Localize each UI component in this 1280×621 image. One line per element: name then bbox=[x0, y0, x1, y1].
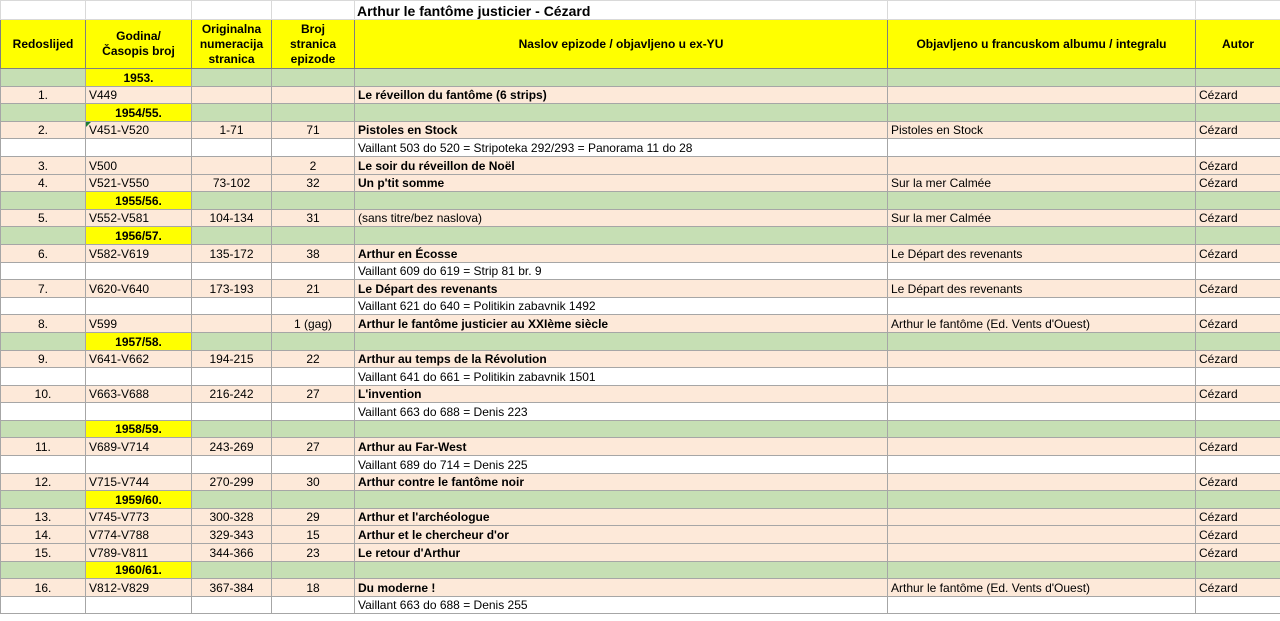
publication-note[interactable]: Vaillant 689 do 714 = Denis 225 bbox=[355, 456, 888, 474]
cell-empty[interactable] bbox=[355, 420, 888, 438]
publication-note[interactable]: Vaillant 663 do 688 = Denis 223 bbox=[355, 403, 888, 421]
author[interactable]: Cézard bbox=[1196, 526, 1280, 544]
issue-range[interactable]: V774-V788 bbox=[86, 526, 192, 544]
episode-title[interactable]: Le réveillon du fantôme (6 strips) bbox=[355, 86, 888, 104]
cell-empty[interactable] bbox=[1196, 227, 1280, 245]
author[interactable]: Cézard bbox=[1196, 174, 1280, 192]
cell-empty[interactable] bbox=[192, 297, 272, 315]
cell-empty[interactable] bbox=[192, 332, 272, 350]
cell-empty[interactable] bbox=[192, 139, 272, 157]
page-count[interactable]: 71 bbox=[272, 121, 355, 139]
publication-note[interactable]: Vaillant 663 do 688 = Denis 255 bbox=[355, 596, 888, 614]
publication-note-row bbox=[1, 456, 1280, 474]
page-count[interactable]: 22 bbox=[272, 350, 355, 368]
original-pages[interactable] bbox=[192, 315, 272, 333]
cell-empty[interactable] bbox=[1, 297, 86, 315]
issue-range[interactable]: V582-V619 bbox=[86, 244, 192, 262]
original-pages[interactable]: 104-134 bbox=[192, 209, 272, 227]
year-row bbox=[1, 491, 1280, 509]
author[interactable]: Cézard bbox=[1196, 508, 1280, 526]
cell-empty[interactable] bbox=[1, 139, 86, 157]
cell-empty[interactable] bbox=[355, 192, 888, 210]
original-pages[interactable] bbox=[192, 156, 272, 174]
cell-empty[interactable] bbox=[888, 104, 1196, 122]
author[interactable]: Cézard bbox=[1196, 579, 1280, 597]
cell-empty[interactable] bbox=[192, 368, 272, 386]
original-pages[interactable]: 300-328 bbox=[192, 508, 272, 526]
cell-empty[interactable] bbox=[86, 403, 192, 421]
sheet-title[interactable]: Arthur le fantôme justicier - Cézard bbox=[355, 1, 888, 20]
cell-empty[interactable] bbox=[888, 192, 1196, 210]
album-title[interactable]: Le Départ des revenants bbox=[888, 280, 1196, 298]
episode-number[interactable]: 15. bbox=[1, 544, 86, 562]
page-count[interactable]: 2 bbox=[272, 156, 355, 174]
header-godina[interactable]: Godina/ Časopis broj bbox=[86, 20, 192, 69]
cell-empty[interactable] bbox=[272, 262, 355, 280]
cell-empty[interactable] bbox=[272, 561, 355, 579]
episode-row bbox=[1, 121, 1280, 139]
episode-row bbox=[1, 438, 1280, 456]
episode-title[interactable]: Arthur et le chercheur d'or bbox=[355, 526, 888, 544]
cell-empty[interactable] bbox=[888, 456, 1196, 474]
author[interactable]: Cézard bbox=[1196, 385, 1280, 403]
header-naslov[interactable]: Naslov epizode / objavljeno u ex-YU bbox=[355, 20, 888, 69]
cell-empty[interactable] bbox=[355, 104, 888, 122]
original-pages[interactable]: 194-215 bbox=[192, 350, 272, 368]
album-title[interactable]: Le Départ des revenants bbox=[888, 244, 1196, 262]
episode-row bbox=[1, 156, 1280, 174]
cell-empty[interactable] bbox=[1196, 561, 1280, 579]
cell-empty[interactable] bbox=[1196, 596, 1280, 614]
cell-empty[interactable] bbox=[272, 69, 355, 87]
album-title[interactable] bbox=[888, 438, 1196, 456]
episode-title[interactable]: Pistoles en Stock bbox=[355, 121, 888, 139]
album-title[interactable] bbox=[888, 156, 1196, 174]
episode-title[interactable]: Un p'tit somme bbox=[355, 174, 888, 192]
cell-empty[interactable] bbox=[1, 332, 86, 350]
publication-note[interactable]: Vaillant 641 do 661 = Politikin zabavnik 1501 bbox=[355, 368, 888, 386]
cell-empty[interactable] bbox=[272, 420, 355, 438]
cell-empty[interactable] bbox=[1196, 368, 1280, 386]
cell-empty[interactable] bbox=[272, 596, 355, 614]
cell-empty[interactable] bbox=[888, 139, 1196, 157]
cell-empty[interactable] bbox=[1, 420, 86, 438]
cell-empty[interactable] bbox=[86, 297, 192, 315]
issue-range[interactable]: V451-V520 bbox=[86, 121, 192, 139]
cell-empty[interactable] bbox=[1196, 297, 1280, 315]
cell-empty[interactable] bbox=[1, 368, 86, 386]
original-pages[interactable]: 135-172 bbox=[192, 244, 272, 262]
publication-note-row bbox=[1, 262, 1280, 280]
episode-number[interactable]: 5. bbox=[1, 209, 86, 227]
cell-empty[interactable] bbox=[86, 368, 192, 386]
cell-empty[interactable] bbox=[888, 69, 1196, 87]
episode-title[interactable]: Le Départ des revenants bbox=[355, 280, 888, 298]
episode-number[interactable]: 10. bbox=[1, 385, 86, 403]
original-pages[interactable]: 367-384 bbox=[192, 579, 272, 597]
cell-empty[interactable] bbox=[192, 420, 272, 438]
cell-empty[interactable] bbox=[1196, 139, 1280, 157]
album-title[interactable] bbox=[888, 526, 1196, 544]
issue-range[interactable]: V521-V550 bbox=[86, 174, 192, 192]
issue-range[interactable]: V715-V744 bbox=[86, 473, 192, 491]
author[interactable]: Cézard bbox=[1196, 121, 1280, 139]
page-count[interactable]: 27 bbox=[272, 385, 355, 403]
original-pages[interactable]: 243-269 bbox=[192, 438, 272, 456]
album-title[interactable]: Sur la mer Calmée bbox=[888, 174, 1196, 192]
episode-number[interactable]: 16. bbox=[1, 579, 86, 597]
cell-empty[interactable] bbox=[888, 403, 1196, 421]
page-count[interactable]: 15 bbox=[272, 526, 355, 544]
album-title[interactable]: Arthur le fantôme (Ed. Vents d'Ouest) bbox=[888, 315, 1196, 333]
episode-title[interactable]: L'invention bbox=[355, 385, 888, 403]
original-pages[interactable]: 1-71 bbox=[192, 121, 272, 139]
page-count[interactable]: 1 (gag) bbox=[272, 315, 355, 333]
cell-empty[interactable] bbox=[192, 192, 272, 210]
issue-range[interactable]: V620-V640 bbox=[86, 280, 192, 298]
cell-empty[interactable] bbox=[1196, 403, 1280, 421]
episode-number[interactable]: 8. bbox=[1, 315, 86, 333]
cell-empty[interactable] bbox=[272, 139, 355, 157]
cell-empty[interactable] bbox=[272, 104, 355, 122]
cell-empty[interactable] bbox=[86, 596, 192, 614]
page-count[interactable]: 27 bbox=[272, 438, 355, 456]
album-title[interactable]: Arthur le fantôme (Ed. Vents d'Ouest) bbox=[888, 579, 1196, 597]
album-title[interactable] bbox=[888, 544, 1196, 562]
year-label[interactable]: 1955/56. bbox=[86, 192, 192, 210]
original-pages[interactable]: 270-299 bbox=[192, 473, 272, 491]
album-title[interactable] bbox=[888, 473, 1196, 491]
issue-range[interactable]: V789-V811 bbox=[86, 544, 192, 562]
cell-empty[interactable] bbox=[888, 491, 1196, 509]
author[interactable]: Cézard bbox=[1196, 350, 1280, 368]
year-row bbox=[1, 69, 1280, 87]
cell-empty[interactable] bbox=[888, 262, 1196, 280]
header-numeracija[interactable]: Originalna numeracija stranica bbox=[192, 20, 272, 69]
publication-note[interactable]: Vaillant 503 do 520 = Stripoteka 292/293 = Panorama 11 do 28 bbox=[355, 139, 888, 157]
cell-empty[interactable] bbox=[86, 262, 192, 280]
episode-number[interactable]: 4. bbox=[1, 174, 86, 192]
cell-empty[interactable] bbox=[192, 69, 272, 87]
year-row bbox=[1, 104, 1280, 122]
original-pages[interactable]: 329-343 bbox=[192, 526, 272, 544]
episode-number[interactable]: 7. bbox=[1, 280, 86, 298]
cell-empty[interactable] bbox=[888, 332, 1196, 350]
episode-number[interactable]: 3. bbox=[1, 156, 86, 174]
year-label[interactable]: 1960/61. bbox=[86, 561, 192, 579]
cell-empty[interactable] bbox=[1196, 104, 1280, 122]
episode-number[interactable]: 2. bbox=[1, 121, 86, 139]
page-count[interactable]: 29 bbox=[272, 508, 355, 526]
cell-empty[interactable] bbox=[1196, 332, 1280, 350]
cell-empty[interactable] bbox=[888, 227, 1196, 245]
cell-empty[interactable] bbox=[888, 368, 1196, 386]
issue-range[interactable]: V745-V773 bbox=[86, 508, 192, 526]
episode-title[interactable]: Arthur au Far-West bbox=[355, 438, 888, 456]
cell-empty[interactable] bbox=[272, 491, 355, 509]
cell-empty[interactable] bbox=[192, 227, 272, 245]
year-row bbox=[1, 192, 1280, 210]
album-title[interactable]: Pistoles en Stock bbox=[888, 121, 1196, 139]
cell-empty[interactable] bbox=[1196, 192, 1280, 210]
cell-empty[interactable] bbox=[1196, 420, 1280, 438]
cell-empty[interactable] bbox=[86, 139, 192, 157]
cell-empty[interactable] bbox=[1, 227, 86, 245]
cell-empty[interactable] bbox=[888, 297, 1196, 315]
original-pages[interactable]: 216-242 bbox=[192, 385, 272, 403]
cell-empty[interactable] bbox=[192, 104, 272, 122]
episode-title[interactable]: Le soir du réveillon de Noël bbox=[355, 156, 888, 174]
issue-range[interactable]: V812-V829 bbox=[86, 579, 192, 597]
episode-row bbox=[1, 174, 1280, 192]
author[interactable]: Cézard bbox=[1196, 156, 1280, 174]
year-row bbox=[1, 227, 1280, 245]
cell-empty[interactable] bbox=[355, 561, 888, 579]
cell-empty[interactable] bbox=[1, 192, 86, 210]
cell-empty[interactable] bbox=[272, 297, 355, 315]
album-title[interactable] bbox=[888, 350, 1196, 368]
cell-empty[interactable] bbox=[1, 596, 86, 614]
title-row bbox=[1, 1, 1280, 20]
cell-empty[interactable] bbox=[272, 456, 355, 474]
episode-row bbox=[1, 209, 1280, 227]
publication-note[interactable]: Vaillant 621 do 640 = Politikin zabavnik 1492 bbox=[355, 297, 888, 315]
album-title[interactable] bbox=[888, 508, 1196, 526]
episode-title[interactable]: Arthur en Écosse bbox=[355, 244, 888, 262]
year-row bbox=[1, 332, 1280, 350]
author[interactable]: Cézard bbox=[1196, 544, 1280, 562]
year-row bbox=[1, 420, 1280, 438]
publication-note-row bbox=[1, 596, 1280, 614]
header-row bbox=[1, 20, 1280, 69]
header-broj-stranica[interactable]: Broj stranica epizode bbox=[272, 20, 355, 69]
cell-empty[interactable] bbox=[272, 403, 355, 421]
episode-number[interactable]: 11. bbox=[1, 438, 86, 456]
episode-row bbox=[1, 244, 1280, 262]
cell-empty[interactable] bbox=[272, 192, 355, 210]
issue-range[interactable]: V663-V688 bbox=[86, 385, 192, 403]
episode-number[interactable]: 1. bbox=[1, 86, 86, 104]
page-count[interactable]: 30 bbox=[272, 473, 355, 491]
cell-empty[interactable] bbox=[355, 227, 888, 245]
author[interactable]: Cézard bbox=[1196, 86, 1280, 104]
episode-number[interactable]: 14. bbox=[1, 526, 86, 544]
album-title[interactable] bbox=[888, 385, 1196, 403]
episode-title[interactable]: Du moderne ! bbox=[355, 579, 888, 597]
page-count[interactable]: 32 bbox=[272, 174, 355, 192]
page-count[interactable]: 23 bbox=[272, 544, 355, 562]
cell-empty[interactable] bbox=[1, 456, 86, 474]
original-pages[interactable]: 173-193 bbox=[192, 280, 272, 298]
cell-empty[interactable] bbox=[888, 420, 1196, 438]
header-album[interactable]: Objavljeno u francuskom albumu / integralu bbox=[888, 20, 1196, 69]
cell-empty[interactable] bbox=[1, 403, 86, 421]
original-pages[interactable]: 344-366 bbox=[192, 544, 272, 562]
episode-row bbox=[1, 544, 1280, 562]
cell-empty[interactable] bbox=[355, 332, 888, 350]
episode-row bbox=[1, 280, 1280, 298]
page-count[interactable]: 31 bbox=[272, 209, 355, 227]
cell-empty[interactable] bbox=[1196, 456, 1280, 474]
page-count[interactable]: 38 bbox=[272, 244, 355, 262]
author[interactable]: Cézard bbox=[1196, 280, 1280, 298]
episode-number[interactable]: 6. bbox=[1, 244, 86, 262]
cell-empty[interactable] bbox=[888, 561, 1196, 579]
year-label[interactable]: 1957/58. bbox=[86, 332, 192, 350]
year-label[interactable]: 1956/57. bbox=[86, 227, 192, 245]
episode-row bbox=[1, 508, 1280, 526]
publication-note-row bbox=[1, 139, 1280, 157]
episode-row bbox=[1, 526, 1280, 544]
cell-empty[interactable] bbox=[888, 596, 1196, 614]
cell-empty[interactable] bbox=[1, 262, 86, 280]
episode-title[interactable]: Arthur et l'archéologue bbox=[355, 508, 888, 526]
cell-empty[interactable] bbox=[1, 561, 86, 579]
issue-range[interactable]: V599 bbox=[86, 315, 192, 333]
publication-note-row bbox=[1, 368, 1280, 386]
author[interactable]: Cézard bbox=[1196, 473, 1280, 491]
cell-empty[interactable] bbox=[1196, 491, 1280, 509]
episode-row bbox=[1, 579, 1280, 597]
page-count[interactable] bbox=[272, 86, 355, 104]
episode-row bbox=[1, 86, 1280, 104]
episode-title[interactable]: (sans titre/bez naslova) bbox=[355, 209, 888, 227]
page-count[interactable]: 21 bbox=[272, 280, 355, 298]
cell-empty[interactable] bbox=[192, 403, 272, 421]
episode-row bbox=[1, 473, 1280, 491]
year-label[interactable]: 1958/59. bbox=[86, 420, 192, 438]
episode-row bbox=[1, 315, 1280, 333]
author[interactable]: Cézard bbox=[1196, 315, 1280, 333]
issue-range[interactable]: V500 bbox=[86, 156, 192, 174]
year-label[interactable]: 1953. bbox=[86, 69, 192, 87]
episode-number[interactable]: 9. bbox=[1, 350, 86, 368]
episode-row bbox=[1, 385, 1280, 403]
cell-empty[interactable] bbox=[355, 69, 888, 87]
episode-title[interactable]: Arthur au temps de la Révolution bbox=[355, 350, 888, 368]
publication-note-row bbox=[1, 297, 1280, 315]
publication-note[interactable]: Vaillant 609 do 619 = Strip 81 br. 9 bbox=[355, 262, 888, 280]
cell-empty[interactable] bbox=[1196, 262, 1280, 280]
author[interactable]: Cézard bbox=[1196, 438, 1280, 456]
cell-empty[interactable] bbox=[272, 332, 355, 350]
episode-number[interactable]: 13. bbox=[1, 508, 86, 526]
year-row bbox=[1, 561, 1280, 579]
page-count[interactable]: 18 bbox=[272, 579, 355, 597]
issue-range[interactable]: V449 bbox=[86, 86, 192, 104]
album-title[interactable]: Sur la mer Calmée bbox=[888, 209, 1196, 227]
issue-range[interactable]: V641-V662 bbox=[86, 350, 192, 368]
publication-note-row bbox=[1, 403, 1280, 421]
cell-empty[interactable] bbox=[1, 69, 86, 87]
cell-empty[interactable] bbox=[272, 227, 355, 245]
cell-empty[interactable] bbox=[1196, 69, 1280, 87]
issue-range[interactable]: V552-V581 bbox=[86, 209, 192, 227]
cell-empty[interactable] bbox=[1, 104, 86, 122]
cell-empty[interactable] bbox=[86, 456, 192, 474]
year-label[interactable]: 1959/60. bbox=[86, 491, 192, 509]
year-label[interactable]: 1954/55. bbox=[86, 104, 192, 122]
author[interactable]: Cézard bbox=[1196, 209, 1280, 227]
original-pages[interactable] bbox=[192, 86, 272, 104]
cell-empty[interactable] bbox=[192, 491, 272, 509]
album-title[interactable] bbox=[888, 86, 1196, 104]
episode-title[interactable]: Arthur le fantôme justicier au XXIème siècle bbox=[355, 315, 888, 333]
cell-empty[interactable] bbox=[192, 456, 272, 474]
issue-range[interactable]: V689-V714 bbox=[86, 438, 192, 456]
header-redoslijed[interactable]: Redoslijed bbox=[1, 20, 86, 69]
cell-empty[interactable] bbox=[192, 262, 272, 280]
cell-empty[interactable] bbox=[1, 491, 86, 509]
header-autor[interactable]: Autor bbox=[1196, 20, 1280, 69]
episode-title[interactable]: Le retour d'Arthur bbox=[355, 544, 888, 562]
episode-number[interactable]: 12. bbox=[1, 473, 86, 491]
author[interactable]: Cézard bbox=[1196, 244, 1280, 262]
cell-empty[interactable] bbox=[192, 596, 272, 614]
episode-row bbox=[1, 350, 1280, 368]
episode-title[interactable]: Arthur contre le fantôme noir bbox=[355, 473, 888, 491]
original-pages[interactable]: 73-102 bbox=[192, 174, 272, 192]
cell-empty[interactable] bbox=[355, 491, 888, 509]
cell-empty[interactable] bbox=[192, 561, 272, 579]
cell-empty[interactable] bbox=[272, 368, 355, 386]
